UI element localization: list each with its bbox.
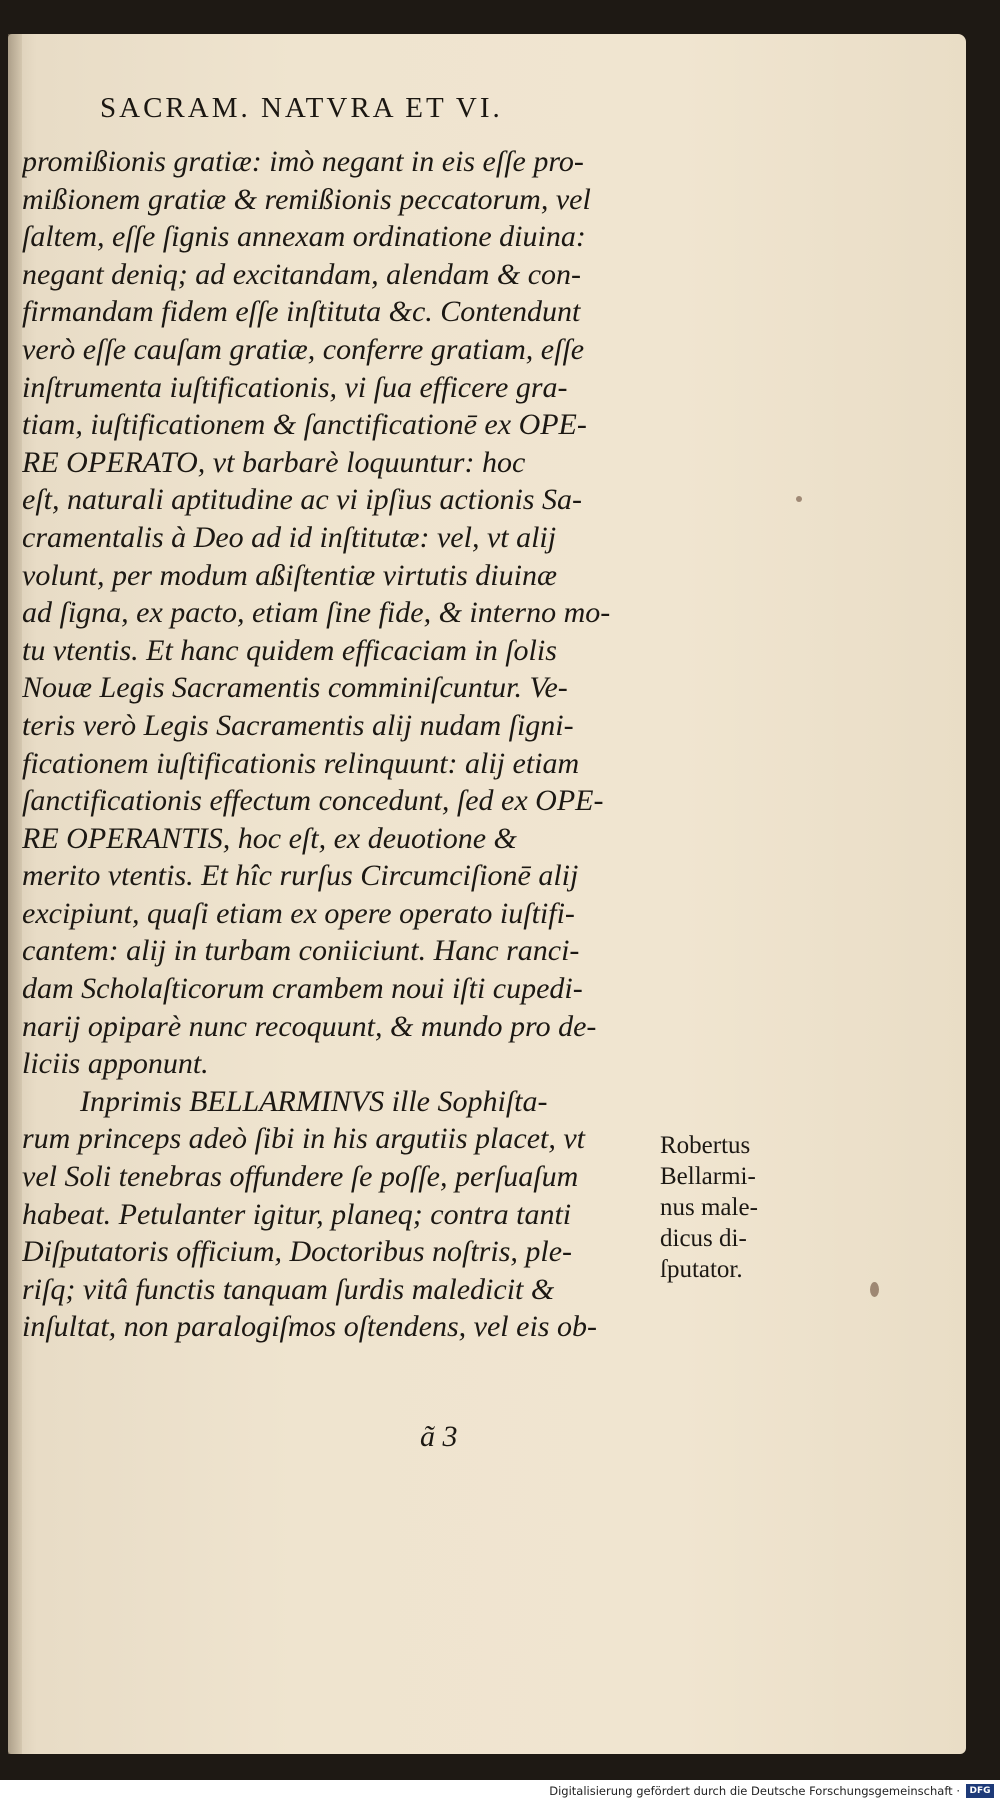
text-line: Nouæ Legis Sacramentis comminiſcuntur. Ve- [22, 671, 568, 705]
running-head: SACRAM. NATVRA ET VI. [100, 92, 503, 124]
text-line: inſtrumenta iuſtificationis, vi ſua efficere gra- [22, 370, 568, 404]
main-text-block [22, 143, 662, 1346]
text-line: teris verò Legis Sacramentis alij nudam ſigni- [22, 708, 574, 742]
page-gutter-shadow [8, 34, 22, 1754]
margin-line: Bellarmi- [660, 1163, 756, 1190]
text-line: merito vtentis. Et hîc rurſus Circumciſionē alij [22, 859, 579, 893]
stain-mark [796, 496, 802, 502]
funding-credit: Digitalisierung gefördert durch die Deutsche Forschungsgemeinschaft · [549, 1784, 960, 1798]
stain-mark [870, 1282, 879, 1297]
signature-mark: ã 3 [420, 1420, 458, 1453]
text-line: cramentalis à Deo ad id inſtitutæ: vel, vt alij [22, 520, 557, 554]
text-line: vel Soli tenebras offundere ſe poſſe, perſuaſum [22, 1160, 579, 1194]
margin-line: nus male- [660, 1194, 758, 1221]
text-line: Inprimis BELLARMINVS ille Sophiſta- [80, 1084, 548, 1118]
dfg-logo: DFG [966, 1784, 994, 1798]
text-line: volunt, per modum aßiſtentiæ virtutis diuinæ [22, 558, 557, 592]
text-line: firmandam fidem eſſe inſtituta &c. Contendunt [22, 295, 581, 329]
text-line: mißionem gratiæ & remißionis peccatorum, vel [22, 182, 591, 216]
marginal-note [660, 1130, 800, 1285]
text-line: narij opiparè nunc recoquunt, & mundo pro de- [22, 1009, 597, 1043]
text-line: cantem: alij in turbam coniiciunt. Hanc ranci- [22, 934, 580, 968]
text-line: negant deniq; ad excitandam, alendam & con- [22, 257, 582, 291]
text-line: ficationem iuſtificationis relinquunt: alij etiam [22, 746, 580, 780]
text-line: Diſputatoris officium, Doctoribus noſtris, ple- [22, 1235, 573, 1269]
text-line: ſaltem, eſſe ſignis annexam ordinatione diuina: [22, 220, 586, 254]
text-line: tu vtentis. Et hanc quidem efficaciam in ſolis [22, 633, 557, 667]
margin-line: dicus di- [660, 1225, 747, 1252]
text-line: RE OPERANTIS, hoc eſt, ex deuotione & [22, 821, 517, 855]
text-line: ſanctificationis effectum concedunt, ſed ex OPE- [22, 784, 604, 818]
text-line: habeat. Petulanter igitur, planeq; contra tanti [22, 1197, 572, 1231]
text-line: liciis apponunt. [22, 1047, 209, 1081]
text-line: riſq; vitâ functis tanquam ſurdis maledicit & [22, 1272, 555, 1306]
text-line: rum princeps adeò ſibi in his argutiis placet, vt [22, 1122, 586, 1156]
text-line: eſt, naturali aptitudine ac vi ipſius actionis Sa- [22, 483, 582, 517]
text-line: promißionis gratiæ: imò negant in eis eſſe pro- [22, 145, 584, 178]
text-line: verò eſſe cauſam gratiæ, conferre gratiam, eſſe [22, 332, 585, 366]
margin-line: Robertus [660, 1132, 751, 1159]
margin-line: ſputator. [660, 1256, 743, 1283]
text-line: excipiunt, quaſi etiam ex opere operato iuſtifi- [22, 896, 575, 930]
text-line: tiam, iuſtificationem & ſanctificationē ex OPE- [22, 408, 587, 442]
text-line: RE OPERATO, vt barbarè loquuntur: hoc [22, 445, 526, 479]
text-line: inſultat, non paralogiſmos oſtendens, vel eis ob- [22, 1310, 597, 1344]
text-line: dam Scholaſticorum crambem noui iſti cupedi- [22, 972, 583, 1006]
text-line: ad ſigna, ex pacto, etiam ſine fide, & interno mo- [22, 596, 611, 630]
